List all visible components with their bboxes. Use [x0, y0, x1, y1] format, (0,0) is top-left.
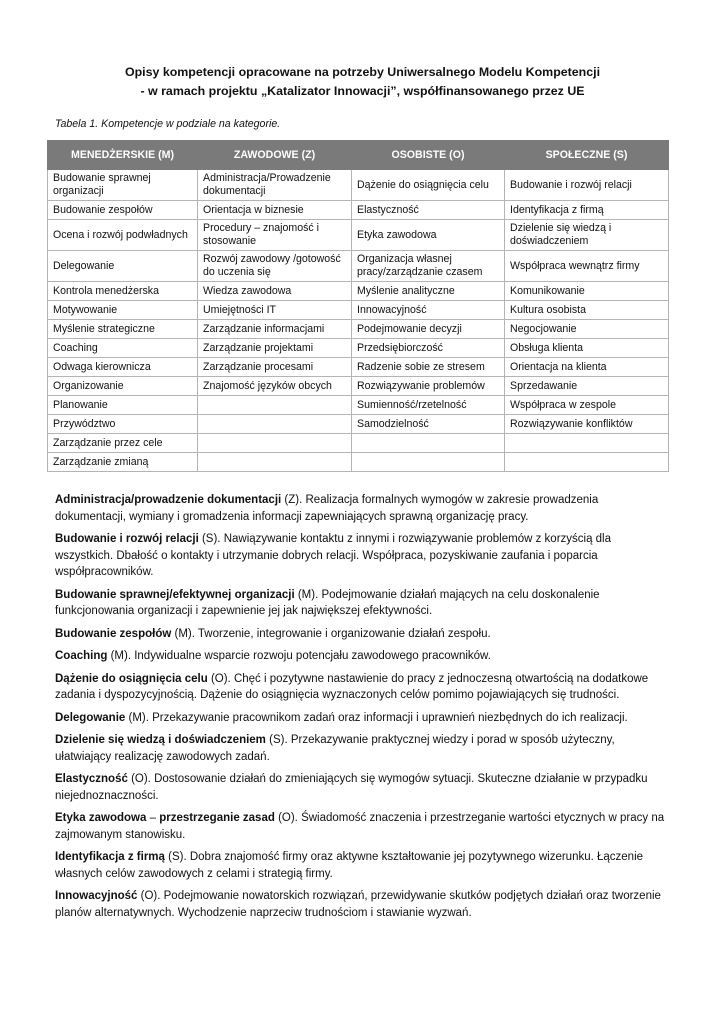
table-cell [198, 415, 352, 434]
table-row [48, 251, 669, 282]
table-cell: Budowanie zespołów [48, 201, 198, 220]
table-cell: Innowacyjność [352, 301, 505, 320]
definition-text: (S). Przekazywanie praktycznej wiedzy i porad w sposób użyteczny, ułatwiający realizację zawodowych zadań. [55, 734, 615, 763]
table-cell: Administracja/Prowadzenie dokumentacji [198, 170, 352, 201]
definition-item [55, 732, 670, 765]
table-cell: Dzielenie się wiedzą i doświadczeniem [505, 220, 669, 251]
definition-term: Dzielenie się wiedzą i doświadczeniem [55, 734, 266, 746]
definition-term: Budowanie sprawnej/efektywnej organizacji [55, 588, 295, 601]
table-cell: Sprzedawanie [505, 377, 669, 396]
definition-term: Elastyczność [55, 773, 128, 785]
table-cell [198, 453, 352, 472]
table-cell: Organizacja własnej pracy/zarządzanie czasem [352, 251, 505, 282]
table-cell [505, 434, 669, 453]
table-row [48, 301, 669, 320]
table-cell: Wiedza zawodowa [198, 282, 352, 301]
table-cell: Procedury – znajomość i stosowanie [198, 220, 352, 251]
table-cell: Planowanie [48, 396, 198, 415]
table-row [48, 320, 669, 339]
table-cell [198, 396, 352, 415]
table-cell: Odwaga kierownicza [48, 358, 198, 377]
table-cell: Obsługa klienta [505, 339, 669, 358]
definition-item [55, 531, 670, 581]
table-cell: Coaching [48, 339, 198, 358]
table-cell: Dążenie do osiągnięcia celu [352, 170, 505, 201]
table-cell [198, 434, 352, 453]
definition-term: Coaching [55, 650, 108, 662]
table-cell [505, 453, 669, 472]
definition-item [55, 849, 670, 882]
table-caption: Tabela 1. Kompetencje w podziale na kategorie. [55, 118, 281, 130]
definition-text: (O). Dostosowanie działań do zmieniających się wymogów sytuacji. Skuteczne działanie w przypadku niejednoznaczności. [55, 773, 648, 802]
definition-term: Budowanie zespołów [55, 627, 172, 640]
table-cell: Zarządzanie projektami [198, 339, 352, 358]
header-social: SPOŁECZNE (S) [505, 141, 669, 170]
table-cell: Radzenie sobie ze stresem [352, 358, 505, 377]
table-cell: Rozwój zawodowy /gotowość do uczenia się [198, 251, 352, 282]
table-row [48, 282, 669, 301]
competency-table [47, 140, 669, 472]
table-row [48, 415, 669, 434]
table-row [48, 220, 669, 251]
table-cell: Elastyczność [352, 201, 505, 220]
table-cell: Komunikowanie [505, 282, 669, 301]
table-row [48, 170, 669, 201]
definition-term: Administracja/prowadzenie dokumentacji [55, 494, 282, 506]
table-body [48, 170, 669, 472]
definition-item [55, 587, 670, 620]
definition-text: (M). Tworzenie, integrowanie i organizowanie działań zespołu. [171, 627, 491, 640]
table-cell: Zarządzanie zmianą [48, 453, 198, 472]
table-header-row [48, 141, 669, 170]
table-row [48, 453, 669, 472]
table-cell: Przywództwo [48, 415, 198, 434]
table-row [48, 339, 669, 358]
definition-item [55, 671, 670, 704]
table-cell: Rozwiązywanie konfliktów [505, 415, 669, 434]
title-line-1: Opisy kompetencji opracowane na potrzeby Uniwersalnego Modelu Kompetencji [124, 65, 601, 79]
definition-term: Delegowanie [55, 711, 126, 724]
table-cell: Orientacja na klienta [505, 358, 669, 377]
table-cell: Zarządzanie przez cele [48, 434, 198, 453]
definition-text: (O). Chęć i pozytywne nastawienie do pracy z jednoczesną otwartością na dodatkowe zadania i dyspozycyjnością. Dążenie do osiągnięcia wyznaczonych celów pomimo pojawiających się trudności. [55, 672, 649, 701]
header-personal: OSOBISTE (O) [352, 141, 505, 170]
table-cell: Myślenie strategiczne [48, 320, 198, 339]
table-cell: Budowanie sprawnej organizacji [48, 170, 198, 201]
definition-text: (Z). Realizacja formalnych wymogów w zakresie prowadzenia dokumentacji, wymiany i gromadzenia informacji zapewniających sprawną organizację pracy. [55, 494, 599, 523]
definition-term: Etyka zawodowa [55, 812, 147, 824]
table-cell: Organizowanie [48, 377, 198, 396]
definition-item [55, 810, 670, 843]
definition-text: (M). Podejmowanie działań mających na celu doskonalenie funkcjonowania organizacji i zapewnienie jej jak największej efektywności. [55, 588, 600, 617]
table-cell: Przedsiębiorczość [352, 339, 505, 358]
table-cell: Zarządzanie informacjami [198, 320, 352, 339]
table-cell: Budowanie i rozwój relacji [505, 170, 669, 201]
definition-item [55, 492, 670, 525]
table-cell: Delegowanie [48, 251, 198, 282]
definition-text: (M). Indywidualne wsparcie rozwoju potencjału zawodowego pracowników. [107, 650, 491, 662]
table-cell: Motywowanie [48, 301, 198, 320]
table-cell: Ocena i rozwój podwładnych [48, 220, 198, 251]
table-cell: Kontrola menedżerska [48, 282, 198, 301]
table-cell: Kultura osobista [505, 301, 669, 320]
table-cell: Samodzielność [352, 415, 505, 434]
table-cell: Zarządzanie procesami [198, 358, 352, 377]
table-row [48, 358, 669, 377]
definition-item [55, 710, 670, 727]
header-professional: ZAWODOWE (Z) [198, 141, 352, 170]
definition-text: – przestrzeganie zasad (O). Świadomość znaczenia i przestrzeganie wartości etycznych w pracy na zajmowanym stanowisku. [55, 812, 665, 841]
table-cell: Rozwiązywanie problemów [352, 377, 505, 396]
table-cell: Współpraca w zespole [505, 396, 669, 415]
table-row [48, 396, 669, 415]
table-cell: Współpraca wewnątrz firmy [505, 251, 669, 282]
table-cell: Identyfikacja z firmą [505, 201, 669, 220]
definition-term-extra: przestrzeganie zasad [159, 812, 275, 824]
definition-term: Budowanie i rozwój relacji [55, 533, 199, 545]
definition-text: (M). Przekazywanie pracownikom zadań oraz informacji i uprawnień niezbędnych do ich realizacji. [125, 711, 628, 724]
table-row [48, 201, 669, 220]
definition-item [55, 888, 670, 921]
table-cell: Etyka zawodowa [352, 220, 505, 251]
table-cell [352, 434, 505, 453]
definitions-list [55, 492, 670, 927]
table-cell: Podejmowanie decyzji [352, 320, 505, 339]
page-title [40, 63, 685, 101]
table-cell [352, 453, 505, 472]
definition-term: Innowacyjność [55, 890, 138, 902]
definition-text: (S). Nawiązywanie kontaktu z innymi i rozwiązywanie problemów z korzyścią dla wszystkich. Dbałość o kontakty i utrzymanie dobrych relacji. Współpraca, pozyskiwanie zaufania i poparcia współpracowników. [55, 533, 612, 578]
definition-term: Identyfikacja z firmą [55, 851, 165, 863]
table-cell: Myślenie analityczne [352, 282, 505, 301]
table-cell: Umiejętności IT [198, 301, 352, 320]
table-row [48, 434, 669, 453]
title-line-2: - w ramach projektu „Katalizator Innowacji”, współfinansowanego przez UE [140, 84, 585, 98]
header-managerial: MENEDŻERSKIE (M) [48, 141, 198, 170]
definition-text: (S). Dobra znajomość firmy oraz aktywne kształtowanie jej pozytywnego wizerunku. Łączenie własnych celów zawodowych z celami i strategią firmy. [55, 851, 644, 880]
table-row [48, 377, 669, 396]
table-cell: Sumienność/rzetelność [352, 396, 505, 415]
definition-item [55, 771, 670, 804]
definition-term: Dążenie do osiągnięcia celu [55, 672, 208, 685]
definition-item [55, 626, 670, 643]
table-cell: Znajomość języków obcych [198, 377, 352, 396]
definition-item [55, 648, 670, 665]
table-cell: Negocjowanie [505, 320, 669, 339]
definition-text: (O). Podejmowanie nowatorskich rozwiązań, przewidywanie skutków podjętych działań oraz tworzenie planów alternatywnych. Wychodzenie naprzeciw trudnościom i stawianie wyzwań. [55, 890, 661, 919]
table-cell: Orientacja w biznesie [198, 201, 352, 220]
